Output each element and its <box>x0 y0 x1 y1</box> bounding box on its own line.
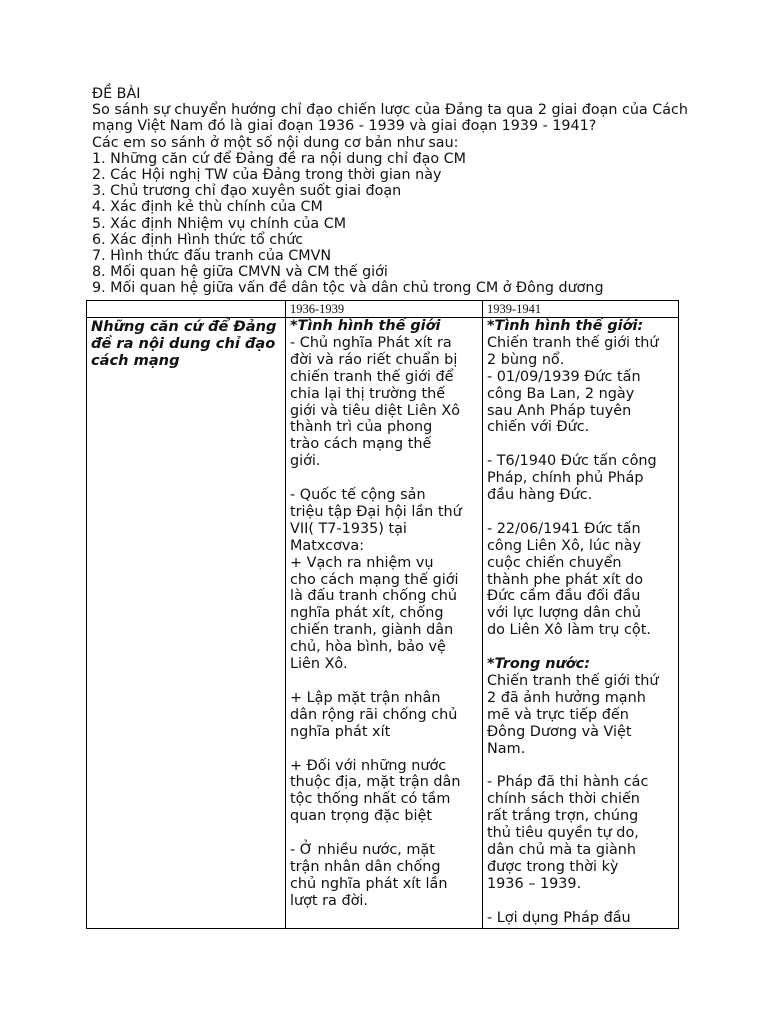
cell-line: Pháp, chính phủ Pháp <box>487 470 644 487</box>
cell-line: với lực lượng dân chủ <box>487 605 642 622</box>
cell-line <box>290 673 478 690</box>
cell-line: được trong thời kỳ <box>487 858 619 875</box>
cell-line: mẽ và trực tiếp đến <box>487 706 629 723</box>
criteria-item: 6. Xác định Hình thức tổ chức <box>92 231 304 248</box>
cell-line: dân rộng rãi chống chủ <box>290 706 458 723</box>
cell-line: do Liên Xô làm trụ cột. <box>487 622 651 639</box>
cell-line: là đấu tranh chống chủ <box>290 588 458 605</box>
criteria-item: 8. Mối quan hệ giữa CMVN và CM thế giới <box>92 264 388 281</box>
cell-line: *Tình hình thế giới: <box>487 318 644 334</box>
cell-line: lượt ra đời. <box>290 892 368 909</box>
cell-line: quan trọng đặc biệt <box>290 808 433 825</box>
assignment-question: So sánh sự chuyển hướng chỉ đạo chiến lược của Đảng ta qua 2 giai đoạn của Cách mạng Việt Nam đó là giai đoạn 1936 - 1939 và giai đoạn 1939 - 1941? <box>92 102 688 135</box>
cell-line: sau Anh Pháp tuyên <box>487 402 632 419</box>
cell-line <box>487 436 674 453</box>
cell-line: - Lợi dụng Pháp đầu <box>487 909 631 926</box>
header-cell-blank <box>87 301 286 318</box>
cell-line: cho cách mạng thế giới <box>290 571 459 588</box>
cell-line: thành trì của phong <box>290 419 433 436</box>
cell-line: chính sách thời chiến <box>487 791 640 808</box>
cell-line: tộc thống nhất có tầm <box>290 791 451 808</box>
cell-line: Chiến tranh thế giới thứ <box>487 672 659 689</box>
cell-line: chiến với Đức. <box>487 419 590 436</box>
cell-line: Matxcơva: <box>290 537 365 554</box>
cell-line: Nam. <box>487 740 526 757</box>
header-cell-1936-1939: 1936-1939 <box>286 301 483 318</box>
cell-line <box>290 470 478 487</box>
cell-line <box>487 504 674 521</box>
criteria-item: 5. Xác định Nhiệm vụ chính của CM <box>92 215 347 232</box>
cell-line: *Tình hình thế giới <box>290 318 441 334</box>
cell-line: thành phe phát xít do <box>487 571 644 588</box>
table-row <box>87 318 679 929</box>
cell-line: thuộc địa, mặt trận dân <box>290 774 461 791</box>
cell-line: 1936 – 1939. <box>487 875 582 892</box>
cell-line: - 01/09/1939 Đức tấn <box>487 368 641 385</box>
cell-line: chiến tranh, giành dân <box>290 622 454 639</box>
cell-line: - Chủ nghĩa Phát xít ra <box>290 334 452 351</box>
row-label-cell <box>87 318 286 929</box>
cell-line: chủ nghĩa phát xít lần <box>290 875 448 892</box>
cell-line <box>487 893 674 910</box>
table-header-row <box>87 301 679 318</box>
cell-line: giới. <box>290 453 321 470</box>
cell-line: 2 đã ảnh hưởng mạnh <box>487 689 646 706</box>
cell-line: Đức cầm đầu đối đầu <box>487 588 641 605</box>
cell-line: nghĩa phát xít, chống <box>290 605 444 622</box>
row-label: Những căn cứ để Đảng đề ra nội dung chỉ đạo cách mạng <box>91 318 277 369</box>
cell-line: + Đối với những nước <box>290 757 447 774</box>
assignment-title: ĐỀ BÀI <box>92 86 141 102</box>
criteria-item: 3. Chủ trương chỉ đạo xuyên suốt giai đoạn <box>92 183 402 200</box>
cell-line: cuộc chiến chuyển <box>487 554 622 571</box>
cell-line: - 22/06/1941 Đức tấn <box>487 520 641 537</box>
cell-line: triệu tập Đại hội lần thứ <box>290 503 462 520</box>
cell-1936-1939 <box>286 318 483 929</box>
cell-line: + Vạch ra nhiệm vụ <box>290 554 434 571</box>
assignment-lead: Các em so sánh ở một số nội dung cơ bản như sau: <box>92 134 459 151</box>
cell-line: nghĩa phát xít <box>290 723 391 740</box>
cell-line: Đông Dương và Việt <box>487 723 632 740</box>
cell-line <box>290 741 478 758</box>
header-cell-1939-1941: 1939-1941 <box>483 301 679 318</box>
cell-line <box>487 758 674 775</box>
criteria-item: 7. Hình thức đấu tranh của CMVN <box>92 248 332 265</box>
cell-line: đời và ráo riết chuẩn bị <box>290 351 458 368</box>
criteria-item: 4. Xác định kẻ thù chính của CM <box>92 199 323 216</box>
cell-line: công Ba Lan, 2 ngày <box>487 385 635 402</box>
cell-line: giới và tiêu diệt Liên Xô <box>290 402 461 419</box>
cell-line: - T6/1940 Đức tấn công <box>487 453 657 470</box>
cell-line <box>290 825 478 842</box>
cell-line: công Liên Xô, lúc này <box>487 537 641 554</box>
cell-1936-1939-text <box>290 318 478 928</box>
cell-line: VII( T7-1935) tại <box>290 520 407 537</box>
cell-line: - Quốc tế cộng sản <box>290 487 426 504</box>
cell-1939-1941-text <box>487 318 674 928</box>
cell-line: chia lại thị trường thế <box>290 385 446 402</box>
cell-line: 2 bùng nổ. <box>487 351 565 368</box>
cell-line: - Pháp đã thi hành các <box>487 774 649 791</box>
criteria-item: 2. Các Hội nghị TW của Đảng trong thời gian này <box>92 167 442 184</box>
cell-line: - Ở nhiều nước, mặt <box>290 842 435 859</box>
cell-line: rất trắng trợn, chúng <box>487 808 639 825</box>
cell-line: chủ, hòa bình, bảo vệ <box>290 639 446 656</box>
comparison-table <box>86 300 679 929</box>
criteria-item: 9. Mối quan hệ giữa vấn đề dân tộc và dân chủ trong CM ở Đông dương <box>92 280 604 297</box>
cell-line <box>487 639 674 656</box>
cell-line: Liên Xô. <box>290 656 348 673</box>
cell-line: + Lập mặt trận nhân <box>290 689 441 706</box>
cell-line: chiến tranh thế giới để <box>290 368 454 385</box>
cell-line: Chiến tranh thế giới thứ <box>487 334 659 351</box>
cell-line: đầu hàng Đức. <box>487 487 593 504</box>
cell-line: *Trong nước: <box>487 656 590 673</box>
cell-1939-1941 <box>483 318 679 929</box>
cell-line: dân chủ mà ta giành <box>487 842 637 859</box>
cell-line: trào cách mạng thế <box>290 436 432 453</box>
cell-line: trận nhân dân chống <box>290 858 441 875</box>
cell-line: thủ tiêu quyền tự do, <box>487 825 639 842</box>
comparison-criteria-list <box>92 151 732 297</box>
assignment-intro <box>92 86 732 297</box>
criteria-item: 1. Những căn cứ để Đảng đề ra nội dung chỉ đạo CM <box>92 150 466 167</box>
